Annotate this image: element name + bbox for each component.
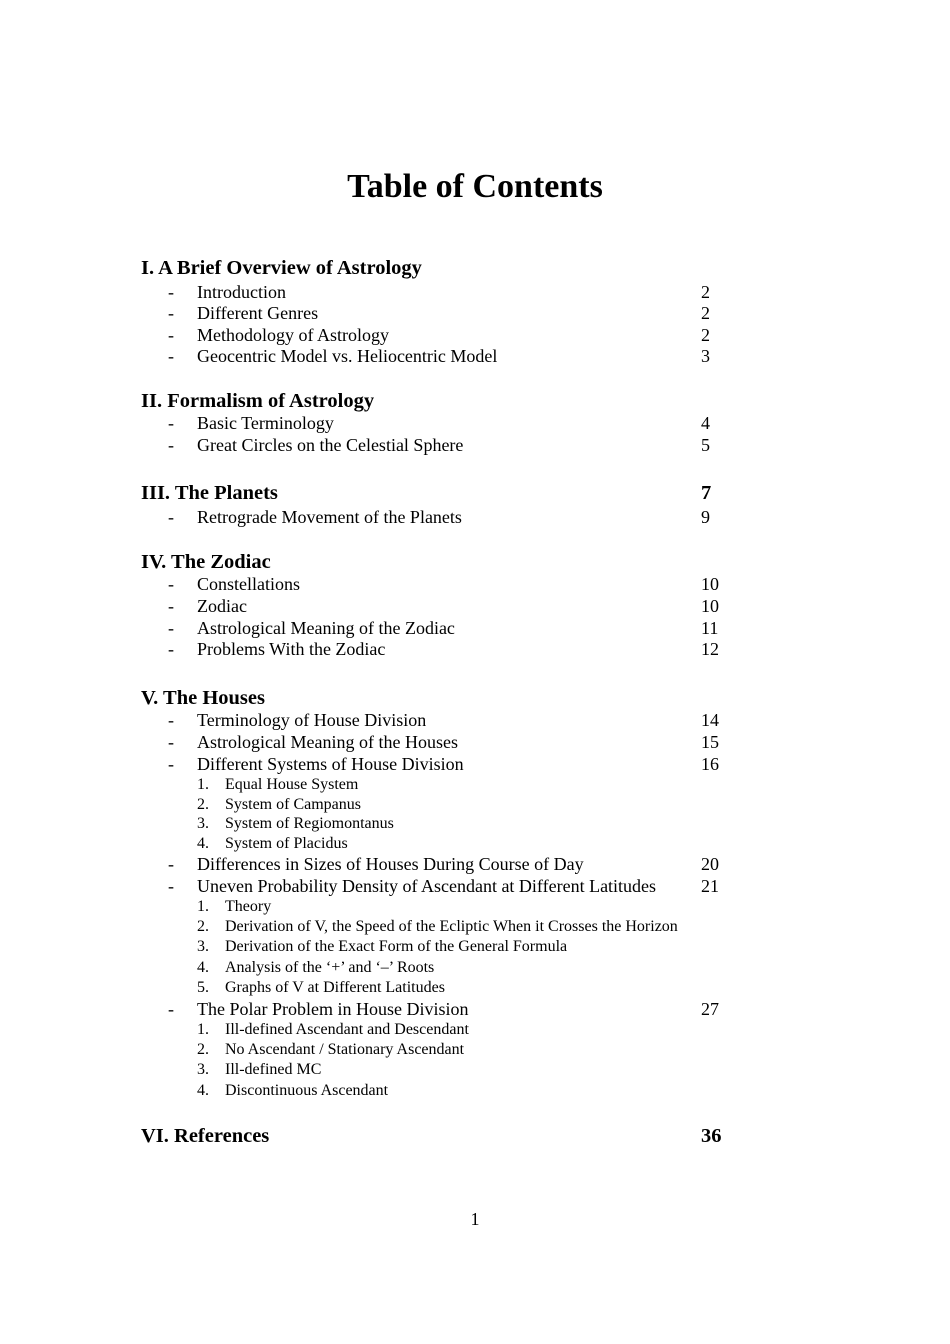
toc-entry-label: Constellations bbox=[197, 574, 300, 594]
toc-subentry-number: 2. bbox=[197, 1041, 209, 1058]
toc-entry-page: 4 bbox=[701, 413, 710, 433]
toc-subentry-number: 3. bbox=[197, 815, 209, 832]
toc-subentry-label: Equal House System bbox=[225, 776, 359, 793]
page-number: 1 bbox=[470, 1209, 480, 1229]
toc-entry-page: 5 bbox=[701, 435, 710, 455]
toc-entry-label: Geocentric Model vs. Heliocentric Model bbox=[197, 346, 498, 366]
toc-entry-page: 2 bbox=[701, 303, 710, 323]
list-dash: - bbox=[168, 710, 174, 730]
toc-subentry-number: 5. bbox=[197, 979, 209, 996]
toc-entry-label: Uneven Probability Density of Ascendant at Different Latitudes bbox=[197, 876, 657, 896]
toc-subentry-number: 1. bbox=[197, 1021, 209, 1038]
toc-subentry-label: Derivation of the Exact Form of the General Formula bbox=[225, 938, 568, 955]
toc-subentry-number: 4. bbox=[197, 1082, 209, 1099]
toc-entry-page: 15 bbox=[701, 732, 719, 752]
list-dash: - bbox=[168, 435, 174, 455]
toc-subentry-number: 4. bbox=[197, 835, 209, 852]
toc-entry-page: 27 bbox=[701, 999, 719, 1019]
toc-subentry-label: Ill-defined Ascendant and Descendant bbox=[225, 1021, 469, 1038]
toc-subentry-number: 1. bbox=[197, 898, 209, 915]
toc-entry-page: 20 bbox=[701, 854, 719, 874]
section-heading-label: V. The Houses bbox=[141, 687, 265, 709]
list-dash: - bbox=[168, 999, 174, 1019]
list-dash: - bbox=[168, 754, 174, 774]
toc-entry-page: 10 bbox=[701, 574, 719, 594]
toc-subentry-number: 2. bbox=[197, 796, 209, 813]
toc-subentry-label: Derivation of V, the Speed of the Ecliptic When it Crosses the Horizon bbox=[225, 918, 678, 935]
toc-entry-label: Terminology of House Division bbox=[197, 710, 427, 730]
toc-entry-page: 21 bbox=[701, 876, 719, 896]
toc-entry-label: Different Systems of House Division bbox=[197, 754, 464, 774]
toc-subentry-label: System of Placidus bbox=[225, 835, 348, 852]
list-dash: - bbox=[168, 282, 174, 302]
toc-entry-page: 12 bbox=[701, 639, 719, 659]
list-dash: - bbox=[168, 507, 174, 527]
toc-subentry-number: 4. bbox=[197, 959, 209, 976]
toc-entry-label: Introduction bbox=[197, 282, 286, 302]
toc-entry-label: The Polar Problem in House Division bbox=[197, 999, 469, 1019]
toc-entry-label: Great Circles on the Celestial Sphere bbox=[197, 435, 464, 455]
list-dash: - bbox=[168, 325, 174, 345]
toc-subentry-number: 1. bbox=[197, 776, 209, 793]
toc-subentry-label: Analysis of the ‘+’ and ‘–’ Roots bbox=[225, 959, 435, 976]
section-page-number: 36 bbox=[701, 1125, 722, 1147]
toc-subentry-number: 2. bbox=[197, 918, 209, 935]
list-dash: - bbox=[168, 574, 174, 594]
section-heading-label: VI. References bbox=[141, 1125, 270, 1147]
toc-subentry-label: Theory bbox=[225, 898, 272, 915]
list-dash: - bbox=[168, 876, 174, 896]
toc-entry-label: Problems With the Zodiac bbox=[197, 639, 386, 659]
toc-entry-page: 10 bbox=[701, 596, 719, 616]
toc-entry-page: 2 bbox=[701, 282, 710, 302]
section-heading-label: III. The Planets bbox=[141, 482, 278, 504]
list-dash: - bbox=[168, 596, 174, 616]
toc-subentry-label: Discontinuous Ascendant bbox=[225, 1082, 389, 1099]
toc-subentry-label: System of Regiomontanus bbox=[225, 815, 394, 832]
list-dash: - bbox=[168, 346, 174, 366]
list-dash: - bbox=[168, 413, 174, 433]
list-dash: - bbox=[168, 854, 174, 874]
list-dash: - bbox=[168, 732, 174, 752]
section-heading-label: I. A Brief Overview of Astrology bbox=[141, 257, 422, 279]
toc-subentry-label: System of Campanus bbox=[225, 796, 361, 813]
list-dash: - bbox=[168, 639, 174, 659]
list-dash: - bbox=[168, 303, 174, 323]
toc-entry-page: 3 bbox=[701, 346, 710, 366]
toc-entry-label: Basic Terminology bbox=[197, 413, 334, 433]
toc-entry-label: Astrological Meaning of the Zodiac bbox=[197, 618, 455, 638]
toc-entry-label: Differences in Sizes of Houses During Course of Day bbox=[197, 854, 584, 874]
toc-entry-page: 2 bbox=[701, 325, 710, 345]
toc-entry-label: Different Genres bbox=[197, 303, 319, 323]
toc-subentry-label: Graphs of V at Different Latitudes bbox=[225, 979, 445, 996]
toc-entry-label: Astrological Meaning of the Houses bbox=[197, 732, 458, 752]
section-page-number: 7 bbox=[701, 482, 712, 504]
toc-entry-label: Methodology of Astrology bbox=[197, 325, 389, 345]
toc-subentry-label: Ill-defined MC bbox=[225, 1061, 322, 1078]
toc-entry-page: 9 bbox=[701, 507, 710, 527]
toc-subentry-number: 3. bbox=[197, 938, 209, 955]
section-heading-label: IV. The Zodiac bbox=[141, 551, 271, 573]
toc-entry-label: Zodiac bbox=[197, 596, 247, 616]
toc-entry-page: 16 bbox=[701, 754, 719, 774]
toc-subentry-label: No Ascendant / Stationary Ascendant bbox=[225, 1041, 465, 1058]
toc-subentry-number: 3. bbox=[197, 1061, 209, 1078]
toc-entry-label: Retrograde Movement of the Planets bbox=[197, 507, 462, 527]
section-heading-label: II. Formalism of Astrology bbox=[141, 390, 375, 412]
toc-entry-page: 14 bbox=[701, 710, 719, 730]
list-dash: - bbox=[168, 618, 174, 638]
page-title: Table of Contents bbox=[347, 168, 603, 205]
toc-entry-page: 11 bbox=[701, 618, 719, 638]
